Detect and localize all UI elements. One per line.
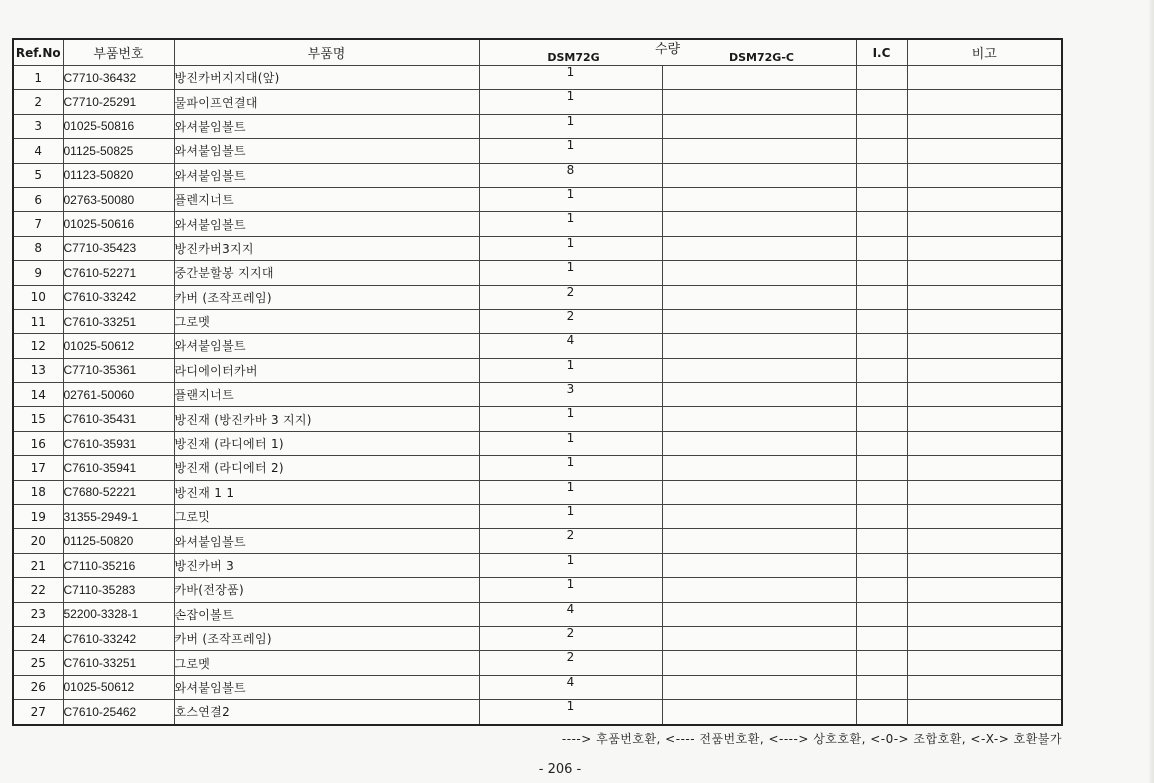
part-name-cell: 방진카버3지지 [174,236,479,260]
table-row [13,163,1062,187]
qty-dsm72g-c-cell [662,578,856,602]
remarks-cell [907,383,1062,407]
qty-dsm72g-cell: 1 [479,431,662,455]
table-row [13,480,1062,504]
part-name-cell: 라디에이터카버 [174,358,479,382]
part-name-cell: 카버 (조작프레임) [174,285,479,309]
part-name-cell: 호스연결2 [174,700,479,725]
part-no-cell: C7110-35216 [63,553,174,577]
ref-no-cell: 4 [13,139,63,163]
remarks-cell [907,651,1062,675]
table-row [13,626,1062,650]
ic-cell [856,187,907,211]
qty-dsm72g-c-cell [662,236,856,260]
header-quantity [479,39,856,66]
ref-no-cell: 16 [13,431,63,455]
ref-no-cell: 13 [13,358,63,382]
part-name-cell: 와셔붙임볼트 [174,212,479,236]
ic-cell [856,334,907,358]
header-part-name: 부품명 [174,39,479,66]
ic-cell [856,700,907,725]
table-row [13,114,1062,138]
ref-no-cell: 27 [13,700,63,725]
qty-dsm72g-cell: 2 [479,309,662,333]
table-row [13,651,1062,675]
ref-no-cell: 23 [13,602,63,626]
part-no-cell: C7610-35941 [63,456,174,480]
table-row [13,187,1062,211]
qty-dsm72g-c-cell [662,163,856,187]
ic-cell [856,651,907,675]
ic-cell [856,261,907,285]
ref-no-cell: 25 [13,651,63,675]
ref-no-cell: 8 [13,236,63,260]
qty-dsm72g-c-cell [662,700,856,725]
qty-dsm72g-cell: 4 [479,675,662,699]
qty-dsm72g-cell: 1 [479,480,662,504]
remarks-cell [907,212,1062,236]
part-name-cell: 카버 (조작프레임) [174,626,479,650]
ref-no-cell: 18 [13,480,63,504]
ref-no-cell: 9 [13,261,63,285]
table-row [13,309,1062,333]
qty-dsm72g-cell: 1 [479,407,662,431]
ref-no-cell: 3 [13,114,63,138]
ref-no-cell: 24 [13,626,63,650]
ref-no-cell: 14 [13,383,63,407]
qty-dsm72g-c-cell [662,90,856,114]
part-no-cell: C7610-25462 [63,700,174,725]
qty-dsm72g-c-cell [662,261,856,285]
qty-dsm72g-c-cell [662,529,856,553]
qty-dsm72g-c-cell [662,651,856,675]
table-row [13,675,1062,699]
ic-cell [856,675,907,699]
qty-dsm72g-cell: 1 [479,261,662,285]
table-row [13,334,1062,358]
part-name-cell: 와셔붙임볼트 [174,163,479,187]
qty-dsm72g-c-cell [662,383,856,407]
qty-dsm72g-c-cell [662,407,856,431]
ic-cell [856,431,907,455]
qty-dsm72g-cell: 2 [479,285,662,309]
ref-no-cell: 20 [13,529,63,553]
remarks-cell [907,358,1062,382]
parts-table [12,38,1063,726]
qty-dsm72g-c-cell [662,431,856,455]
ic-cell [856,114,907,138]
ic-cell [856,139,907,163]
remarks-cell [907,505,1062,529]
ic-cell [856,212,907,236]
qty-dsm72g-cell: 1 [479,358,662,382]
part-no-cell: C7710-36432 [63,66,174,90]
parts-list-sheet [12,38,1061,726]
part-no-cell: C7610-33251 [63,651,174,675]
ic-cell [856,236,907,260]
part-name-cell: 와셔붙임볼트 [174,675,479,699]
ic-cell [856,602,907,626]
part-name-cell: 와셔붙임볼트 [174,114,479,138]
qty-dsm72g-c-cell [662,602,856,626]
qty-dsm72g-cell: 1 [479,553,662,577]
part-no-cell: 01123-50820 [63,163,174,187]
part-no-cell: 52200-3328-1 [63,602,174,626]
remarks-cell [907,431,1062,455]
qty-dsm72g-c-cell [662,626,856,650]
qty-dsm72g-c-cell [662,456,856,480]
remarks-cell [907,578,1062,602]
header-ic: I.C [856,39,907,66]
ic-cell [856,553,907,577]
qty-dsm72g-c-cell [662,675,856,699]
qty-dsm72g-cell: 1 [479,187,662,211]
table-row [13,553,1062,577]
remarks-cell [907,602,1062,626]
part-name-cell: 플랜지너트 [174,383,479,407]
qty-dsm72g-cell: 4 [479,334,662,358]
qty-dsm72g-cell: 2 [479,529,662,553]
part-no-cell: C7710-25291 [63,90,174,114]
part-name-cell: 그로멧 [174,309,479,333]
ic-cell [856,285,907,309]
part-no-cell: 01025-50612 [63,334,174,358]
ref-no-cell: 22 [13,578,63,602]
qty-dsm72g-c-cell [662,139,856,163]
table-row [13,261,1062,285]
part-name-cell: 방진재 (방진카바 3 지지) [174,407,479,431]
remarks-cell [907,187,1062,211]
part-no-cell: C7610-33251 [63,309,174,333]
remarks-cell [907,407,1062,431]
qty-dsm72g-cell: 3 [479,383,662,407]
ref-no-cell: 11 [13,309,63,333]
ref-no-cell: 1 [13,66,63,90]
table-row [13,383,1062,407]
header-model-dsm72g: DSM72G [547,51,600,64]
qty-dsm72g-c-cell [662,505,856,529]
header-part-no: 부품번호 [63,39,174,66]
table-row [13,407,1062,431]
part-name-cell: 플렌지너트 [174,187,479,211]
part-name-cell: 방진카버지지대(앞) [174,66,479,90]
table-row [13,431,1062,455]
part-no-cell: C7610-33242 [63,285,174,309]
ic-cell [856,90,907,114]
remarks-cell [907,675,1062,699]
part-name-cell: 방진카버 3 [174,553,479,577]
qty-dsm72g-cell: 1 [479,456,662,480]
part-no-cell: 01125-50825 [63,139,174,163]
qty-dsm72g-c-cell [662,285,856,309]
ref-no-cell: 10 [13,285,63,309]
qty-dsm72g-cell: 8 [479,163,662,187]
part-name-cell: 손잡이볼트 [174,602,479,626]
part-name-cell: 카바(전장품) [174,578,479,602]
table-header-row [13,39,1062,66]
qty-dsm72g-cell: 1 [479,578,662,602]
part-name-cell: 그로밋 [174,505,479,529]
remarks-cell [907,700,1062,725]
ic-cell [856,407,907,431]
remarks-cell [907,236,1062,260]
qty-dsm72g-c-cell [662,358,856,382]
ic-cell [856,163,907,187]
qty-dsm72g-c-cell [662,309,856,333]
part-no-cell: 01125-50820 [63,529,174,553]
qty-dsm72g-cell: 1 [479,90,662,114]
qty-dsm72g-cell: 1 [479,505,662,529]
ic-cell [856,578,907,602]
table-row [13,456,1062,480]
scan-edge-shadow [1148,0,1154,783]
part-name-cell: 방진재 (라디에터 1) [174,431,479,455]
qty-dsm72g-cell: 2 [479,651,662,675]
part-name-cell: 와셔붙임볼트 [174,139,479,163]
qty-dsm72g-cell: 4 [479,602,662,626]
remarks-cell [907,529,1062,553]
ref-no-cell: 26 [13,675,63,699]
part-name-cell: 방진재 1 1 [174,480,479,504]
header-ref-no: Ref.No [13,39,63,66]
qty-dsm72g-cell: 2 [479,626,662,650]
part-no-cell: 31355-2949-1 [63,505,174,529]
qty-dsm72g-cell: 1 [479,66,662,90]
part-no-cell: C7680-52221 [63,480,174,504]
ref-no-cell: 6 [13,187,63,211]
qty-dsm72g-c-cell [662,480,856,504]
ic-cell [856,66,907,90]
part-name-cell: 그로멧 [174,651,479,675]
part-no-cell: 02763-50080 [63,187,174,211]
ic-cell [856,529,907,553]
ic-cell [856,626,907,650]
table-row [13,602,1062,626]
table-row [13,358,1062,382]
part-no-cell: C7710-35361 [63,358,174,382]
part-name-cell: 방진재 (라디에터 2) [174,456,479,480]
remarks-cell [907,114,1062,138]
part-no-cell: C7610-35431 [63,407,174,431]
remarks-cell [907,66,1062,90]
part-no-cell: C7110-35283 [63,578,174,602]
ic-cell [856,505,907,529]
table-row [13,236,1062,260]
remarks-cell [907,285,1062,309]
interchangeability-legend: ----> 후품번호환, <---- 전품번호환, <----> 상호호환, <-0-> 조합호환, <-X-> 호환불가 [561,732,1062,746]
ref-no-cell: 17 [13,456,63,480]
remarks-cell [907,626,1062,650]
remarks-cell [907,309,1062,333]
qty-dsm72g-c-cell [662,553,856,577]
remarks-cell [907,139,1062,163]
part-name-cell: 와셔붙임볼트 [174,334,479,358]
table-row [13,212,1062,236]
ic-cell [856,358,907,382]
remarks-cell [907,334,1062,358]
qty-dsm72g-cell: 1 [479,139,662,163]
ref-no-cell: 19 [13,505,63,529]
ic-cell [856,480,907,504]
qty-dsm72g-cell: 1 [479,212,662,236]
part-no-cell: 01025-50816 [63,114,174,138]
part-no-cell: C7610-33242 [63,626,174,650]
header-model-dsm72g-c: DSM72G-C [729,51,794,64]
qty-dsm72g-c-cell [662,114,856,138]
table-row [13,505,1062,529]
part-name-cell: 중간분할봉 지지대 [174,261,479,285]
table-row [13,66,1062,90]
remarks-cell [907,163,1062,187]
table-row [13,529,1062,553]
parts-table-body [13,66,1062,725]
part-no-cell: C7610-52271 [63,261,174,285]
part-no-cell: 01025-50612 [63,675,174,699]
ref-no-cell: 12 [13,334,63,358]
ic-cell [856,309,907,333]
part-name-cell: 물파이프연결대 [174,90,479,114]
ref-no-cell: 7 [13,212,63,236]
table-row [13,700,1062,725]
table-row [13,90,1062,114]
remarks-cell [907,480,1062,504]
remarks-cell [907,553,1062,577]
part-name-cell: 와셔붙임볼트 [174,529,479,553]
ref-no-cell: 5 [13,163,63,187]
qty-dsm72g-c-cell [662,187,856,211]
ic-cell [856,383,907,407]
part-no-cell: C7610-35931 [63,431,174,455]
header-remarks: 비고 [907,39,1062,66]
header-quantity-label: 수량 [654,42,681,57]
qty-dsm72g-c-cell [662,334,856,358]
qty-dsm72g-cell: 1 [479,114,662,138]
ref-no-cell: 15 [13,407,63,431]
remarks-cell [907,90,1062,114]
part-no-cell: 01025-50616 [63,212,174,236]
qty-dsm72g-cell: 1 [479,700,662,725]
ref-no-cell: 21 [13,553,63,577]
remarks-cell [907,261,1062,285]
qty-dsm72g-cell: 1 [479,236,662,260]
table-row [13,139,1062,163]
page-number: - 206 - [538,762,582,777]
ic-cell [856,456,907,480]
table-row [13,578,1062,602]
part-no-cell: 02761-50060 [63,383,174,407]
part-no-cell: C7710-35423 [63,236,174,260]
qty-dsm72g-c-cell [662,66,856,90]
ref-no-cell: 2 [13,90,63,114]
table-row [13,285,1062,309]
remarks-cell [907,456,1062,480]
qty-dsm72g-c-cell [662,212,856,236]
